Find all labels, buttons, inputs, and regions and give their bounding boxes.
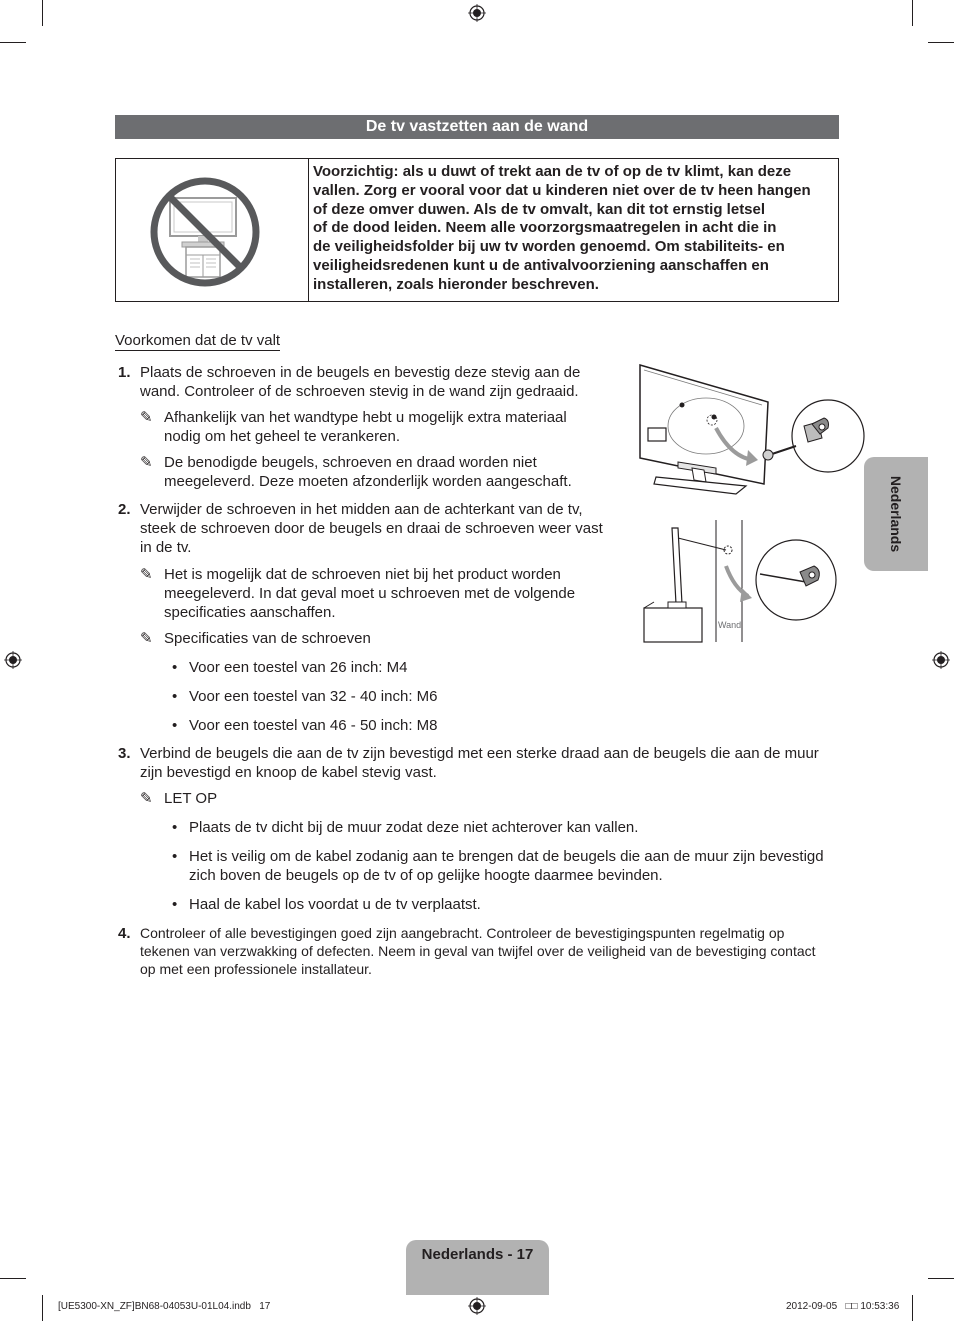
warning-line: de veiligheidsfolder bij uw tv worden genoemd. Om stabiliteits- en (313, 238, 785, 256)
note-text: meegeleverd. Deze moeten afzonderlijk worden aangeschaft. (164, 473, 572, 490)
note-text: Specificaties van de schroeven (164, 630, 371, 647)
pencil-note-icon: ✎ (140, 790, 153, 807)
note-text: De benodigde beugels, schroeven en draad worden niet (164, 454, 537, 471)
note-text: Het is mogelijk dat de schroeven niet bij het product worden (164, 566, 561, 583)
warning-line: vallen. Zorg er vooral voor dat u kinderen niet over de tv heen hangen (313, 181, 811, 199)
step-text: zijn bevestigd en knoop de kabel stevig vast. (140, 764, 437, 781)
warning-line: installeren, zoals hieronder beschreven. (313, 275, 599, 293)
step-number: 2. (118, 501, 131, 518)
tv-wall-side-diagram (642, 518, 868, 644)
warning-line: of deze omver duwen. Als de tv omvalt, kan dit tot ernstig letsel (313, 200, 766, 218)
pencil-note-icon: ✎ (140, 566, 153, 583)
bullet-text: Voor een toestel van 26 inch: M4 (189, 659, 408, 676)
bullet-icon: • (172, 819, 178, 836)
bullet-text: zich boven de beugels op de tv of op gelijke hoogte daarmee bevinden. (189, 867, 663, 884)
step-text: tekenen van verzwakking of defecten. Neem in geval van twijfel over de veiligheid van de bevestiging contact (140, 943, 816, 959)
crop-mark (42, 1295, 43, 1321)
note-text: Afhankelijk van het wandtype hebt u mogelijk extra materiaal (164, 409, 567, 426)
bullet-text: Het is veilig om de kabel zodanig aan te brengen dat de beugels die aan de muur zijn bevestigd (189, 848, 824, 865)
crop-mark (912, 1295, 913, 1321)
wall-label: Wand (718, 620, 742, 630)
page-footer: Nederlands - 17 (421, 1246, 534, 1263)
subheading: Voorkomen dat de tv valt (115, 332, 281, 349)
bullet-icon: • (172, 717, 178, 734)
step-text: Verwijder de schroeven in het midden aan de achterkant van de tv, (140, 501, 583, 518)
warning-line: veiligheidsredenen kunt u de antivalvoorziening aanschaffen en (313, 256, 769, 274)
warning-divider (308, 158, 309, 302)
note-text: specificaties aanschaffen. (164, 604, 336, 621)
step-text: Plaats de schroeven in de beugels en bevestig deze stevig aan de (140, 364, 581, 381)
crop-mark (42, 0, 43, 26)
step-text: Verbind de beugels die aan de tv zijn bevestigd met een sterke draad aan de beugels die aan de muur (140, 745, 819, 762)
side-tab-text: Nederlands (888, 475, 904, 553)
step-number: 1. (118, 364, 131, 381)
crop-mark (912, 0, 913, 26)
registration-mark-icon (468, 1297, 486, 1315)
tv-back-bracket-diagram (636, 362, 868, 498)
registration-mark-icon (4, 651, 22, 669)
pencil-note-icon: ✎ (140, 630, 153, 647)
step-text: in de tv. (140, 539, 192, 556)
bullet-text: Plaats de tv dicht bij de muur zodat deze niet achterover kan vallen. (189, 819, 639, 836)
step-number: 4. (118, 925, 131, 942)
section-title: De tv vastzetten aan de wand (115, 115, 839, 139)
crop-mark (928, 42, 954, 43)
crop-mark (0, 42, 26, 43)
crop-mark (928, 1278, 954, 1279)
print-info-right: 2012-09-05 □□ 10:53:36 (786, 1301, 900, 1312)
warning-text (313, 163, 833, 295)
step-text: wand. Controleer of de schroeven stevig in de wand zijn gedraaid. (140, 383, 579, 400)
crop-mark (0, 1278, 26, 1279)
bullet-icon: • (172, 688, 178, 705)
step-text: op met een professionele installateur. (140, 961, 372, 977)
bullet-icon: • (172, 659, 178, 676)
language-side-tab-label (864, 457, 928, 571)
warning-line: Voorzichtig: als u duwt of trekt aan de tv of op de tv klimt, kan deze (313, 163, 792, 180)
note-text: LET OP (164, 790, 218, 807)
step-text: steek de schroeven door de beugels en draai de schroeven weer vast (140, 520, 603, 537)
step-text: Controleer of alle bevestigingen goed zijn aangebracht. Controleer de bevestigingspunten regelmatig op (140, 925, 785, 941)
bullet-text: Haal de kabel los voordat u de tv verplaatst. (189, 896, 481, 913)
print-info-left: [UE5300-XN_ZF]BN68-04053U-01L04.indb 17 (58, 1301, 271, 1312)
pencil-note-icon: ✎ (140, 409, 153, 426)
step-number: 3. (118, 745, 131, 762)
bullet-icon: • (172, 896, 178, 913)
note-text: nodig om het geheel te verankeren. (164, 428, 400, 445)
registration-mark-icon (932, 651, 950, 669)
registration-mark-icon (468, 4, 486, 22)
no-climbing-warning-icon (146, 175, 264, 289)
bullet-text: Voor een toestel van 46 - 50 inch: M8 (189, 717, 438, 734)
note-text: meegeleverd. In dat geval moet u schroeven met de volgende (164, 585, 576, 602)
bullet-text: Voor een toestel van 32 - 40 inch: M6 (189, 688, 438, 705)
warning-line: of de dood leiden. Neem alle voorzorgsmaatregelen in acht die in (313, 219, 777, 237)
pencil-note-icon: ✎ (140, 454, 153, 471)
bullet-icon: • (172, 848, 178, 865)
